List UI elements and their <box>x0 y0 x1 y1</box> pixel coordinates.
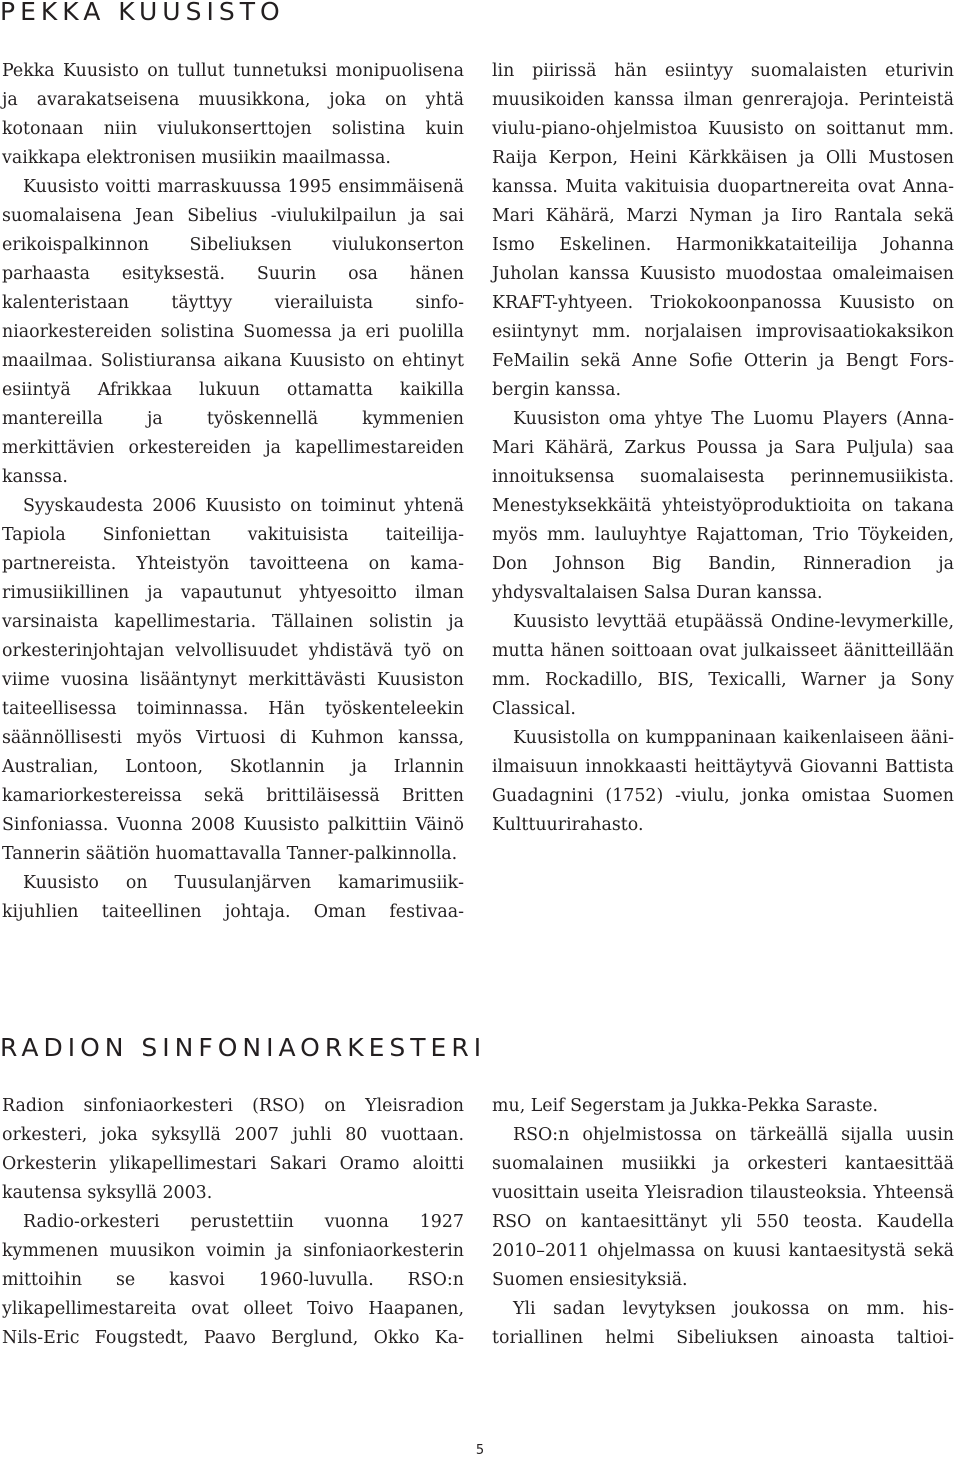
rso-left-column <box>2 1092 464 1353</box>
paragraph: Radio-orkesteri perustettiin vuonna 1927 kymmenen muusikon voimin ja sinfoniaorkesterin mittoihin se kasvoi 1960-luvulla. RSO:n ylikapellimestareita ovat olleet Toivo Haapanen, Nils-Eric Fougstedt, Paavo Berglund, Okko Ka- <box>2 1212 464 1348</box>
paragraph: RSO:n ohjelmistossa on tärkeällä sijalla uusin suomalainen musiikki ja orkesteri kantaesittää vuosittain useita Yleisradion tilausteoksia. Yhteensä RSO on kantaesittänyt yli 550 teosta. Kaudella 2010–2011 ohjelmassa on kuusi kantaesitystä sekä Suomen ensiesityksiä. <box>492 1125 954 1290</box>
rso-right-column <box>492 1092 954 1353</box>
paragraph: mu, Leif Segerstam ja Jukka-Pekka Saraste. <box>492 1096 879 1116</box>
kuusisto-right-column <box>492 57 954 840</box>
paragraph: Yli sadan levytyksen joukossa on mm. historiallinen helmi Sibeliuksen ainoasta taltioi- <box>492 1299 954 1348</box>
paragraph: Syyskaudesta 2006 Kuusisto on toiminut yhtenä Tapiola Sinfoniettan vakituisista taiteilijapartnereista. Yhteistyön tavoitteena on kamarimusiikillinen ja vapautunut yhtyesoitto ilman varsinaista kapellimestaria. Tällainen solistin ja orkesterinjohtajan velvollisuudet yhdistävä työ on viime vuosina lisääntynyt merkittävästi Kuusiston taiteellisessa toiminnassa. Hän työskenteleekin säännöllisesti myös Virtuosi di Kuhmon kanssa, Australian, Lontoon, Skotlannin ja Irlannin kamariorkestereissa sekä brittiläisessä Britten Sinfoniassa. Vuonna 2008 Kuusisto palkittiin Väinö Tannerin säätiön huomattavalla Tanner-palkinnolla. <box>2 496 464 864</box>
section-heading-radion-sinfoniaorkesteri: RADION SINFONIAORKESTERI <box>0 1033 487 1062</box>
paragraph: Radion sinfoniaorkesteri (RSO) on Yleisradion orkesteri, joka syksyllä 2007 juhli 80 vuottaan. Orkesterin ylikapellimestari Sakari Oramo aloitti kautensa syksyllä 2003. <box>2 1096 464 1203</box>
paragraph: Kuusisto levyttää etupäässä Ondine-levymerkille, mutta hänen soittoaan ovat julkaisseet äänitteillään mm. Rockadillo, BIS, Texicalli, Warner ja Sony Classical. <box>492 612 954 719</box>
section-heading-pekka-kuusisto: PEKKA KUUSISTO <box>0 0 285 26</box>
kuusisto-left-column <box>2 57 464 927</box>
paragraph: Kuusistolla on kumppaninaan kaikenlaiseen ääni-ilmaisuun innokkaasti heittäytyvä Giovanni Battista Guadagnini (1752) -viulu, jonka omistaa Suomen Kulttuurirahasto. <box>492 728 954 835</box>
paragraph: Kuusisto on Tuusulanjärven kamarimusiikkijuhlien taiteellinen johtaja. Oman festivaa- <box>2 873 464 922</box>
page-number: 5 <box>475 1443 485 1458</box>
paragraph: lin piirissä hän esiintyy suomalaisten eturivin muusikoiden kanssa ilman genrerajoja. Perinteistä viulu-piano-ohjelmistoa Kuusisto on soittanut mm. Raija Kerpon, Heini Kärkkäisen ja Olli Mustosen kanssa. Muita vakituisia duopartnereita ovat Anna-Mari Kähärä, Marzi Nyman ja Iiro Rantala sekä Ismo Eskelinen. Harmonikkataiteilija Johanna Juholan kanssa Kuusisto muodostaa omaleimaisen KRAFT-yhtyeen. Triokokoonpanossa Kuusisto on esiintynyt mm. norjalaisen improvisaatiokaksikon FeMailin sekä Anne Sofie Otterin ja Bengt Forsbergin kanssa. <box>492 61 954 400</box>
paragraph: Pekka Kuusisto on tullut tunnetuksi monipuolisena ja avarakatseisena muusikkona, joka on yhtä kotonaan niin viulukonserttojen solistina kuin vaikkapa elektronisen musiikin maailmassa. <box>2 61 464 168</box>
paragraph: Kuusisto voitti marraskuussa 1995 ensimmäisenä suomalaisena Jean Sibelius -viulukilpailun ja sai erikoispalkinnon Sibeliuksen viulukonserton parhaasta esityksestä. Suurin osa hänen kalenteristaan täyttyy vierailuista sinfoniaorkestereiden solistina Suomessa ja eri puolilla maailmaa. Solistiuransa aikana Kuusisto on ehtinyt esiintyä Afrikkaa lukuun ottamatta kaikilla mantereilla ja työskennellä kymmenien merkittävien orkestereiden ja kapellimestareiden kanssa. <box>2 177 464 487</box>
paragraph: Kuusiston oma yhtye The Luomu Players (Anna-Mari Kähärä, Zarkus Poussa ja Sara Puljula) saa innoituksensa suomalaisesta perinnemusiikista. Menestyksekkäitä yhteistyöproduktioita on takana myös mm. lauluyhtye Rajattoman, Trio Töykeiden, Don Johnson Big Bandin, Rinneradion ja yhdysvaltalaisen Salsa Duran kanssa. <box>492 409 954 603</box>
